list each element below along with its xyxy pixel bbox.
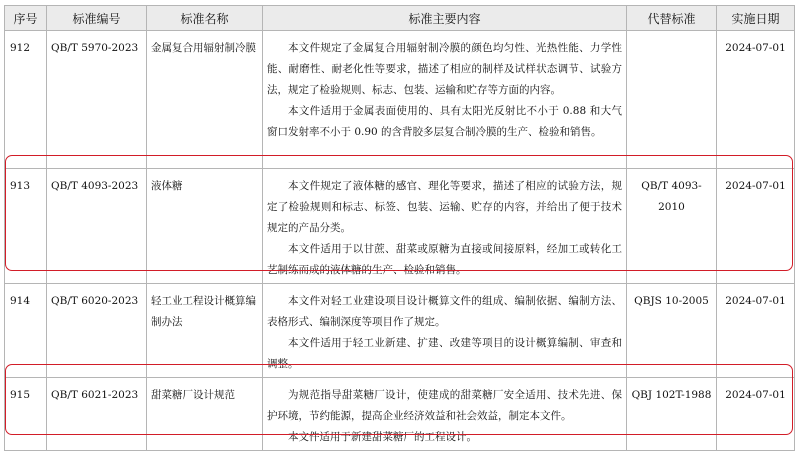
row-no: 912 [5, 31, 47, 169]
row-date: 2024-07-01 [717, 378, 795, 451]
row-no: 914 [5, 284, 47, 378]
header-content: 标准主要内容 [263, 6, 627, 31]
row-no: 913 [5, 169, 47, 284]
row-no: 915 [5, 378, 47, 451]
header-row [5, 6, 795, 31]
header-name: 标准名称 [147, 6, 263, 31]
header-no: 序号 [5, 6, 47, 31]
header-date: 实施日期 [717, 6, 795, 31]
row-name: 金属复合用辐射制冷膜 [147, 31, 263, 169]
content-paragraph: 本文件规定了金属复合用辐射制冷膜的颜色均匀性、光热性能、力学性能、耐磨性、耐老化性等要求，描述了相应的制样及试样状态调节、试验方法，规定了检验规则、标志、包装、运输和贮存等方面的内容。 [267, 42, 622, 96]
row-name: 液体糖 [147, 169, 263, 284]
row-date: 2024-07-01 [717, 169, 795, 284]
content-paragraph: 本文件规定了液体糖的感官、理化等要求，描述了相应的试验方法，规定了检验规则和标志、标签、包装、运输、贮存的内容，并给出了便于技术规定的产品分类。 [267, 180, 622, 234]
row-code: QB/T 6020-2023 [47, 284, 147, 378]
content-paragraph: 本文件适用于以甘蔗、甜菜或原糖为直接或间接原料，经加工或转化工艺制练而成的液体糖的生产、检验和销售。 [267, 243, 622, 276]
content-paragraph: 本文件适用于新建甜菜糖厂的工程设计。 [288, 431, 477, 443]
row-replaces: QB/T 4093-2010 [627, 169, 717, 284]
row-replaces: QBJS 10-2005 [627, 284, 717, 378]
row-replaces [627, 31, 717, 169]
content-paragraph: 本文件适用于轻工业新建、扩建、改建等项目的设计概算编制、审查和调整。 [267, 337, 622, 370]
row-date: 2024-07-01 [717, 31, 795, 169]
content-paragraph: 本文件适用于金属表面使用的、具有太阳光反射比不小于 0.88 和大气窗口发射率不小于 0.90 的含背胶多层复合制冷膜的生产、检验和销售。 [267, 105, 622, 138]
content-paragraph: 本文件对轻工业建设项目设计概算文件的组成、编制依据、编制方法、表格形式、编制深度等项目作了规定。 [267, 295, 622, 328]
table-row [5, 31, 795, 169]
content-paragraph: 为规范指导甜菜糖厂设计，使建成的甜菜糖厂安全适用、技术先进、保护环境，节约能源，提高企业经济效益和社会效益，制定本文件。 [267, 389, 622, 422]
row-name: 甜菜糖厂设计规范 [147, 378, 263, 451]
header-replaces: 代替标准 [627, 6, 717, 31]
row-code: QB/T 6021-2023 [47, 378, 147, 451]
row-replaces: QBJ 102T-1988 [627, 378, 717, 451]
row-content [263, 284, 627, 378]
row-content [263, 169, 627, 284]
header-code: 标准编号 [47, 6, 147, 31]
row-date: 2024-07-01 [717, 284, 795, 378]
row-code: QB/T 4093-2023 [47, 169, 147, 284]
standards-table [4, 5, 795, 451]
table-row [5, 284, 795, 378]
row-content [263, 31, 627, 169]
row-name: 轻工业工程设计概算编制办法 [147, 284, 263, 378]
row-code: QB/T 5970-2023 [47, 31, 147, 169]
table-row [5, 169, 795, 284]
